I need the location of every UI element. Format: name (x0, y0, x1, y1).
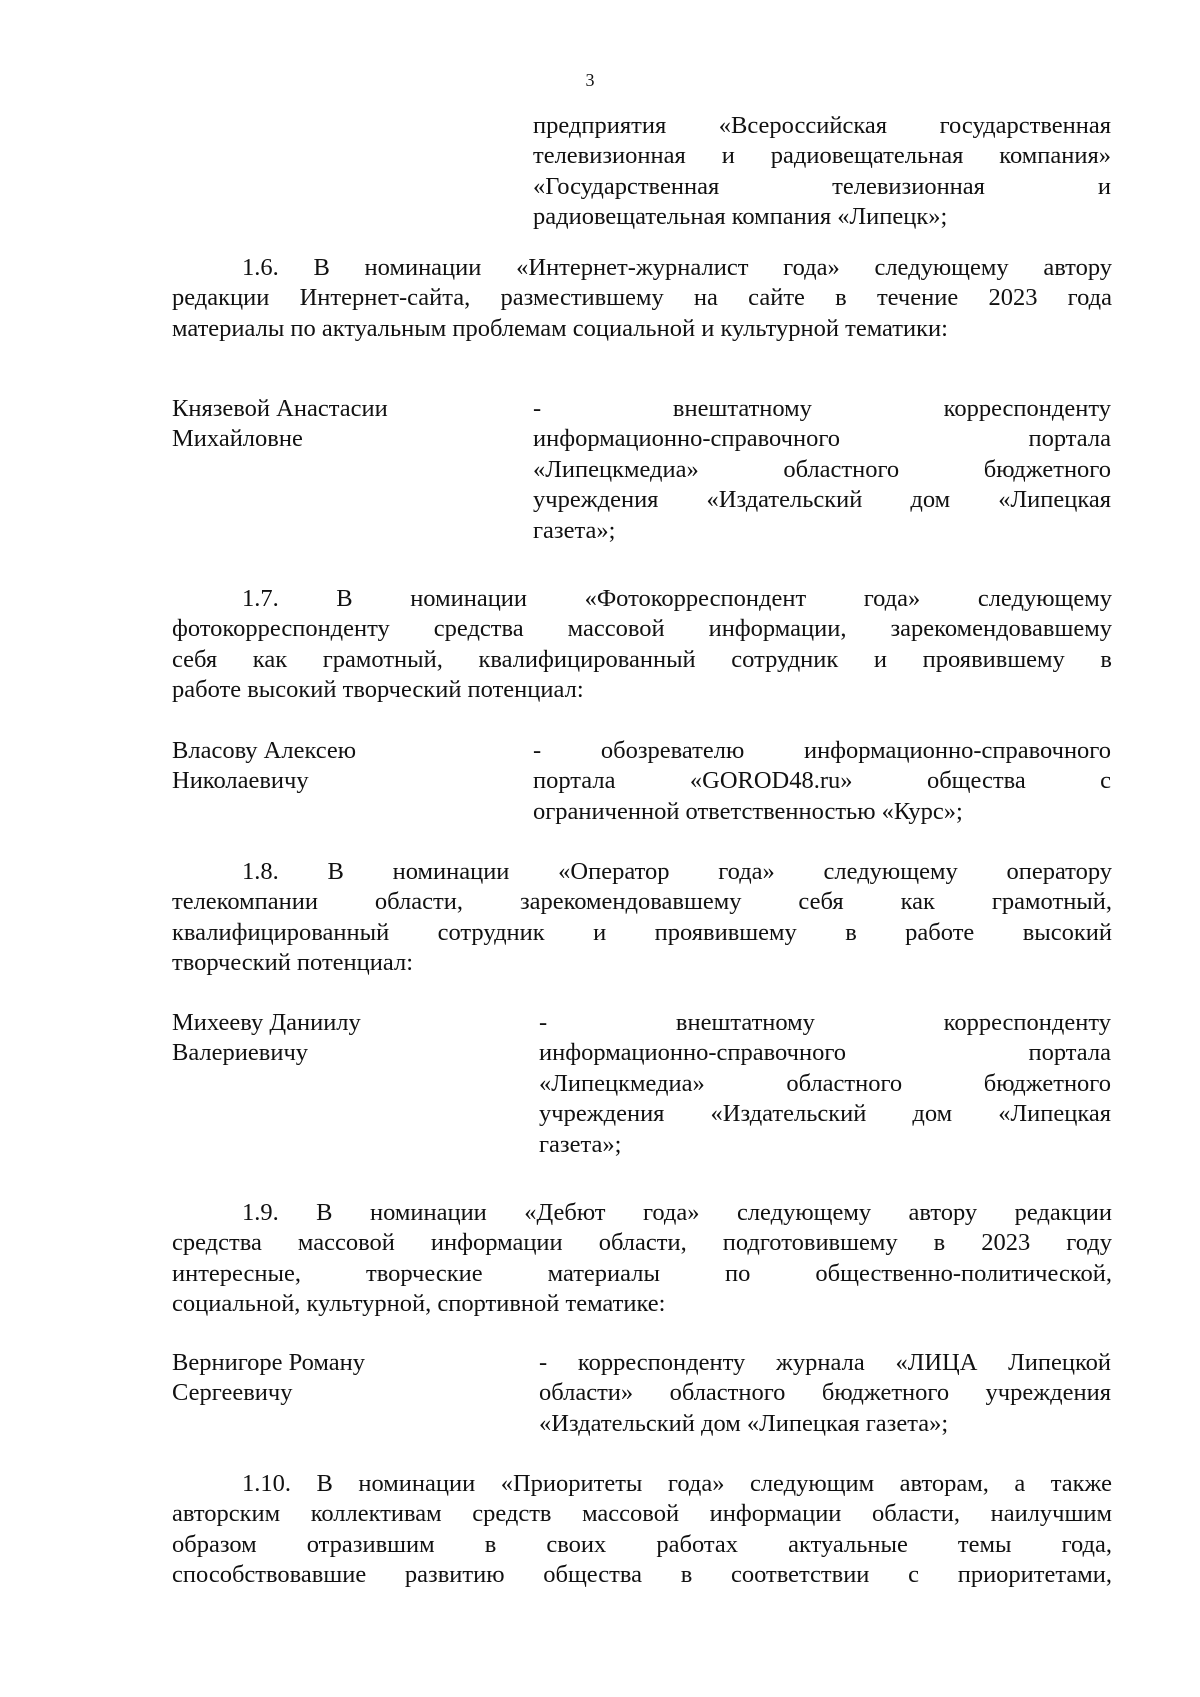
text-line: газета»; (539, 1130, 622, 1158)
text-line: 1.8. В номинации «Оператор года» следующему оператору (242, 858, 1112, 885)
awardee-name-line: Михайловне (172, 425, 303, 453)
awardee-name-line: Вернигоре Роману (172, 1349, 365, 1376)
text-line: телевизионная и радиовещательная компания» (533, 142, 1111, 170)
awardee-name-line: Власову Алексею (172, 737, 357, 764)
text-line: социальной, культурной, спортивной тематике: (172, 1290, 666, 1318)
awardee-name-line: Валериевичу (172, 1039, 309, 1067)
text-line: авторским коллективам средств массовой информации области, наилучшим (172, 1500, 1112, 1528)
text-line: 1.6. В номинации «Интернет-журналист года» следующему автору (242, 254, 1112, 281)
text-line: «Липецкмедиа» областного бюджетного (539, 1069, 1111, 1097)
text-line: информационно-справочного портала (533, 425, 1111, 453)
text-line: 1.9. В номинации «Дебют года» следующему автору редакции (242, 1199, 1112, 1226)
section-1-8-awardee (172, 1008, 502, 1069)
awardee-name-line: Сергеевичу (172, 1379, 293, 1407)
text-line: портала «GOROD48.ru» общества с (533, 767, 1111, 795)
text-line: - внештатному корреспонденту (533, 395, 1111, 422)
section-1-6-description (533, 394, 1111, 546)
section-1-9-awardee (172, 1348, 502, 1409)
awardee-name-line: Николаевичу (172, 767, 309, 795)
section-1-8-paragraph (172, 857, 1112, 979)
text-line: ограниченной ответственностью «Курс»; (533, 797, 963, 825)
section-1-9-paragraph (172, 1198, 1112, 1320)
text-line: «Государственная телевизионная и (533, 172, 1111, 200)
text-line: - внештатному корреспонденту (539, 1009, 1111, 1036)
text-line: области» областного бюджетного учреждения (539, 1379, 1111, 1407)
section-1-10-paragraph (172, 1469, 1112, 1591)
section-1-7-paragraph (172, 584, 1112, 706)
text-line: - корреспонденту журнала «ЛИЦА Липецкой (539, 1349, 1111, 1376)
section-1-7-awardee (172, 736, 502, 797)
text-line: фотокорреспонденту средства массовой информации, зарекомендовавшему (172, 615, 1112, 643)
text-line: себя как грамотный, квалифицированный сотрудник и проявившему в (172, 645, 1112, 673)
text-line: «Липецкмедиа» областного бюджетного (533, 455, 1111, 483)
section-1-7-description (533, 736, 1111, 827)
text-line: учреждения «Издательский дом «Липецкая (539, 1100, 1111, 1128)
text-line: 1.10. В номинации «Приоритеты года» следующим авторам, а также (242, 1470, 1112, 1497)
text-line: - обозревателю информационно-справочного (533, 737, 1111, 764)
text-line: газета»; (533, 516, 616, 544)
text-line: творческий потенциал: (172, 949, 414, 977)
text-line: 1.7. В номинации «Фотокорреспондент года» следующему (242, 585, 1112, 612)
text-line: учреждения «Издательский дом «Липецкая (533, 486, 1111, 514)
awardee-name-line: Михееву Даниилу (172, 1009, 361, 1036)
text-line: информационно-справочного портала (539, 1039, 1111, 1067)
text-line: способствовавшие развитию общества в соответствии с приоритетами, (172, 1561, 1112, 1589)
text-line: работе высокий творческий потенциал: (172, 676, 584, 704)
continuation-description (533, 111, 1111, 233)
text-line: средства массовой информации области, подготовившему в 2023 году (172, 1229, 1112, 1257)
text-line: телекомпании области, зарекомендовавшему себя как грамотный, (172, 888, 1112, 916)
page-number: 3 (585, 70, 595, 90)
text-line: предприятия «Всероссийская государственная (533, 112, 1111, 139)
text-line: образом отразившим в своих работах актуальные темы года, (172, 1530, 1112, 1558)
text-line: материалы по актуальным проблемам социальной и культурной тематики: (172, 314, 948, 342)
section-1-6-paragraph (172, 253, 1112, 344)
text-line: радиовещательная компания «Липецк»; (533, 203, 948, 231)
section-1-8-description (539, 1008, 1111, 1160)
text-line: интересные, творческие материалы по общественно-политической, (172, 1259, 1112, 1287)
text-line: «Издательский дом «Липецкая газета»; (539, 1409, 949, 1437)
text-line: квалифицированный сотрудник и проявившему в работе высокий (172, 918, 1112, 946)
awardee-name-line: Князевой Анастасии (172, 395, 388, 422)
section-1-9-description (539, 1348, 1111, 1439)
text-line: редакции Интернет-сайта, разместившему на сайте в течение 2023 года (172, 284, 1112, 312)
section-1-6-awardee (172, 394, 502, 455)
